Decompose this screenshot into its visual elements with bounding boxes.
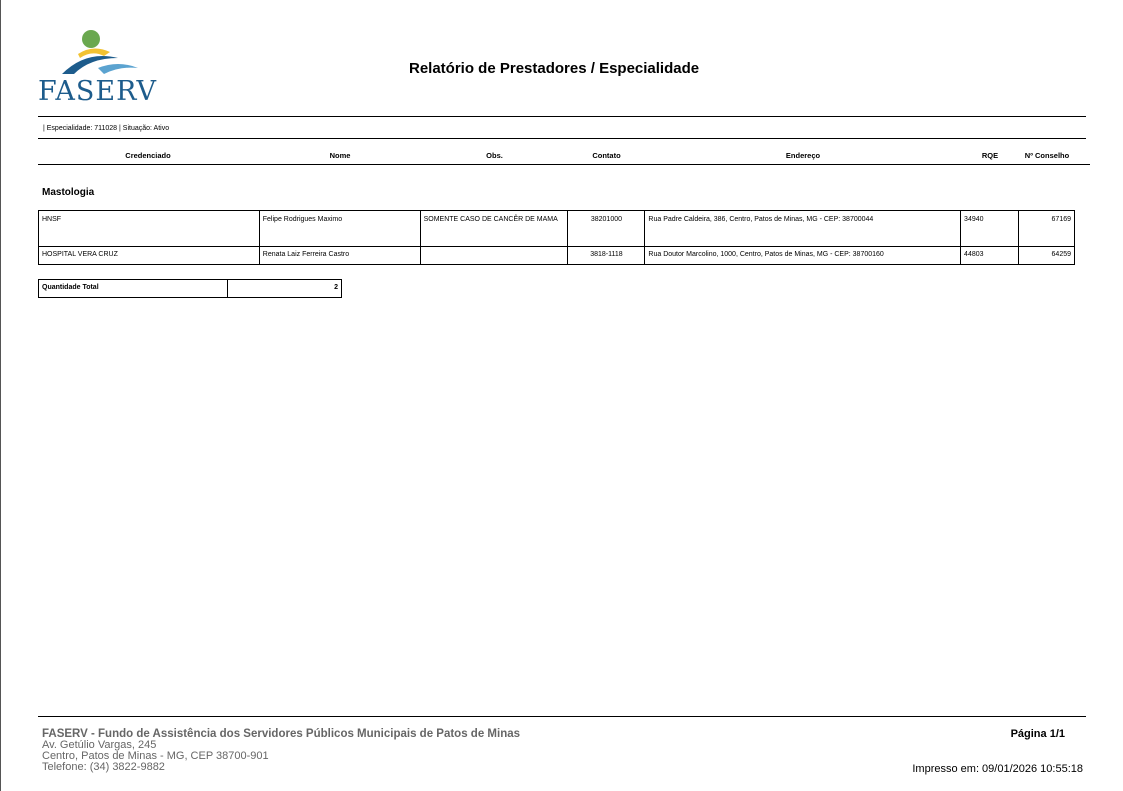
faserv-logo	[38, 28, 157, 108]
report-title: Relatório de Prestadores / Especialidade	[409, 60, 700, 77]
section-title: Mastologia	[42, 187, 95, 198]
col-header-contato: Contato	[592, 151, 621, 160]
col-header-obs: Obs.	[486, 151, 503, 160]
logo-mark-icon	[38, 28, 148, 78]
cell-obs	[420, 247, 568, 265]
footer-address-line1: Av. Getúlio Vargas, 245	[42, 739, 157, 751]
cell-contato: 3818-1118	[568, 247, 645, 265]
cell-conselho: 64259	[1019, 247, 1075, 265]
cell-credenciado: HOSPITAL VERA CRUZ	[39, 247, 260, 265]
cell-rqe: 34940	[961, 211, 1019, 247]
footer-phone: Telefone: (34) 3822-9882	[42, 761, 165, 773]
page-number: Página 1/1	[1010, 728, 1065, 740]
cell-obs: SOMENTE CASO DE CANCÊR DE MAMA	[420, 211, 568, 247]
footer-org-name: FASERV - Fundo de Assistência dos Servidores Públicos Municipais de Patos de Minas	[42, 728, 521, 740]
divider	[38, 164, 1090, 165]
cell-nome: Felipe Rodrigues Maximo	[259, 211, 420, 247]
col-header-credenciado: Credenciado	[125, 151, 171, 160]
table-row	[39, 211, 1075, 247]
divider	[38, 116, 1086, 117]
cell-endereco: Rua Padre Caldeira, 386, Centro, Patos de Minas, MG - CEP: 38700044	[645, 211, 961, 247]
filter-summary: | Especialidade: 711028 | Situação: Ativo	[43, 125, 170, 132]
total-row	[39, 280, 342, 298]
printed-timestamp: Impresso em: 09/01/2026 10:55:18	[912, 763, 1083, 775]
footer-divider	[38, 716, 1086, 717]
cell-rqe: 44803	[961, 247, 1019, 265]
cell-endereco: Rua Doutor Marcolino, 1000, Centro, Patos de Minas, MG - CEP: 38700160	[645, 247, 961, 265]
col-header-endereco: Endereço	[785, 151, 821, 160]
cell-credenciado: HNSF	[39, 211, 260, 247]
logo-text: FASERV	[38, 76, 157, 107]
footer-address-line2: Centro, Patos de Minas - MG, CEP 38700-901	[42, 750, 269, 762]
divider	[38, 138, 1086, 139]
cell-nome: Renata Laiz Ferreira Castro	[259, 247, 420, 265]
col-header-rqe: RQE	[981, 151, 999, 160]
col-header-nome: Nome	[329, 151, 351, 160]
cell-contato: 38201000	[568, 211, 645, 247]
providers-table	[38, 210, 1075, 265]
cell-conselho: 67169	[1019, 211, 1075, 247]
total-value: 2	[228, 280, 342, 298]
total-table	[38, 279, 342, 298]
table-row	[39, 247, 1075, 265]
total-label: Quantidade Total	[39, 280, 228, 298]
page-edge	[0, 0, 1, 791]
col-header-conselho: Nº Conselho	[1024, 151, 1070, 160]
